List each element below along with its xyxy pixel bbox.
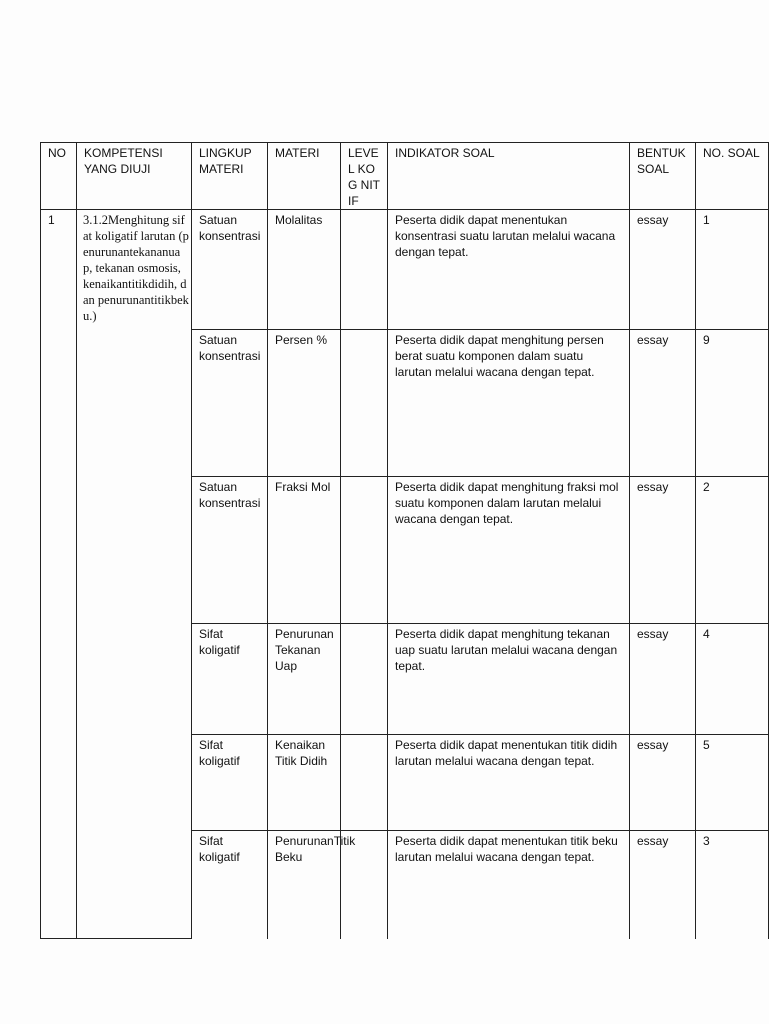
bentuk-cell: essay bbox=[630, 477, 696, 624]
kompetensi-cell: 3.1.2Menghitung sifat koligatif larutan (penurunantekananuap, tekanan osmosis, kenaikantitikdidih, dan penurunantitikbeku.) bbox=[77, 210, 192, 939]
materi-cell: Fraksi Mol bbox=[268, 477, 341, 624]
materi-cell: Kenaikan Titik Didih bbox=[268, 735, 341, 831]
indikator-cell: Peserta didik dapat menentukan konsentrasi suatu larutan melalui wacana dengan tepat. bbox=[388, 210, 630, 330]
table-row bbox=[41, 210, 769, 330]
no-soal-cell: 2 bbox=[696, 477, 769, 624]
level-cell bbox=[341, 210, 388, 330]
lingkup-cell: Satuan konsentrasi bbox=[192, 477, 268, 624]
header-materi: MATERI bbox=[268, 143, 341, 210]
indikator-cell: Peserta didik dapat menentukan titik beku larutan melalui wacana dengan tepat. bbox=[388, 831, 630, 939]
lingkup-cell: Satuan konsentrasi bbox=[192, 330, 268, 477]
lingkup-cell: Satuan konsentrasi bbox=[192, 210, 268, 330]
bentuk-cell: essay bbox=[630, 624, 696, 735]
header-bentuk: BENTUK SOAL bbox=[630, 143, 696, 210]
no-soal-cell: 4 bbox=[696, 624, 769, 735]
materi-cell: Penurunan Tekanan Uap bbox=[268, 624, 341, 735]
lingkup-cell: Sifat koligatif bbox=[192, 624, 268, 735]
lingkup-cell: Sifat koligatif bbox=[192, 831, 268, 939]
header-level: LEVE L KOG NITIF bbox=[341, 143, 388, 210]
indikator-cell: Peserta didik dapat menghitung persen berat suatu komponen dalam suatu larutan melalui wacana dengan tepat. bbox=[388, 330, 630, 477]
materi-cell: Molalitas bbox=[268, 210, 341, 330]
materi-cell: PenurunanTitik Beku bbox=[268, 831, 341, 939]
header-no-soal: NO. SOAL bbox=[696, 143, 769, 210]
level-cell bbox=[341, 735, 388, 831]
no-soal-cell: 3 bbox=[696, 831, 769, 939]
row-number: 1 bbox=[41, 210, 77, 939]
bentuk-cell: essay bbox=[630, 330, 696, 477]
indikator-cell: Peserta didik dapat menghitung fraksi mol suatu komponen dalam larutan melalui wacana dengan tepat. bbox=[388, 477, 630, 624]
indikator-cell: Peserta didik dapat menghitung tekanan uap suatu larutan melalui wacana dengan tepat. bbox=[388, 624, 630, 735]
header-indikator: INDIKATOR SOAL bbox=[388, 143, 630, 210]
kisi-kisi-table bbox=[40, 142, 769, 939]
header-row bbox=[41, 143, 769, 210]
no-soal-cell: 5 bbox=[696, 735, 769, 831]
level-cell bbox=[341, 330, 388, 477]
level-cell bbox=[341, 624, 388, 735]
bentuk-cell: essay bbox=[630, 210, 696, 330]
materi-cell: Persen % bbox=[268, 330, 341, 477]
header-no: NO bbox=[41, 143, 77, 210]
header-kompetensi: KOMPETENSI YANG DIUJI bbox=[77, 143, 192, 210]
bentuk-cell: essay bbox=[630, 831, 696, 939]
no-soal-cell: 1 bbox=[696, 210, 769, 330]
header-lingkup: LINGKUP MATERI bbox=[192, 143, 268, 210]
bentuk-cell: essay bbox=[630, 735, 696, 831]
no-soal-cell: 9 bbox=[696, 330, 769, 477]
indikator-cell: Peserta didik dapat menentukan titik didih larutan melalui wacana dengan tepat. bbox=[388, 735, 630, 831]
level-cell bbox=[341, 477, 388, 624]
lingkup-cell: Sifat koligatif bbox=[192, 735, 268, 831]
